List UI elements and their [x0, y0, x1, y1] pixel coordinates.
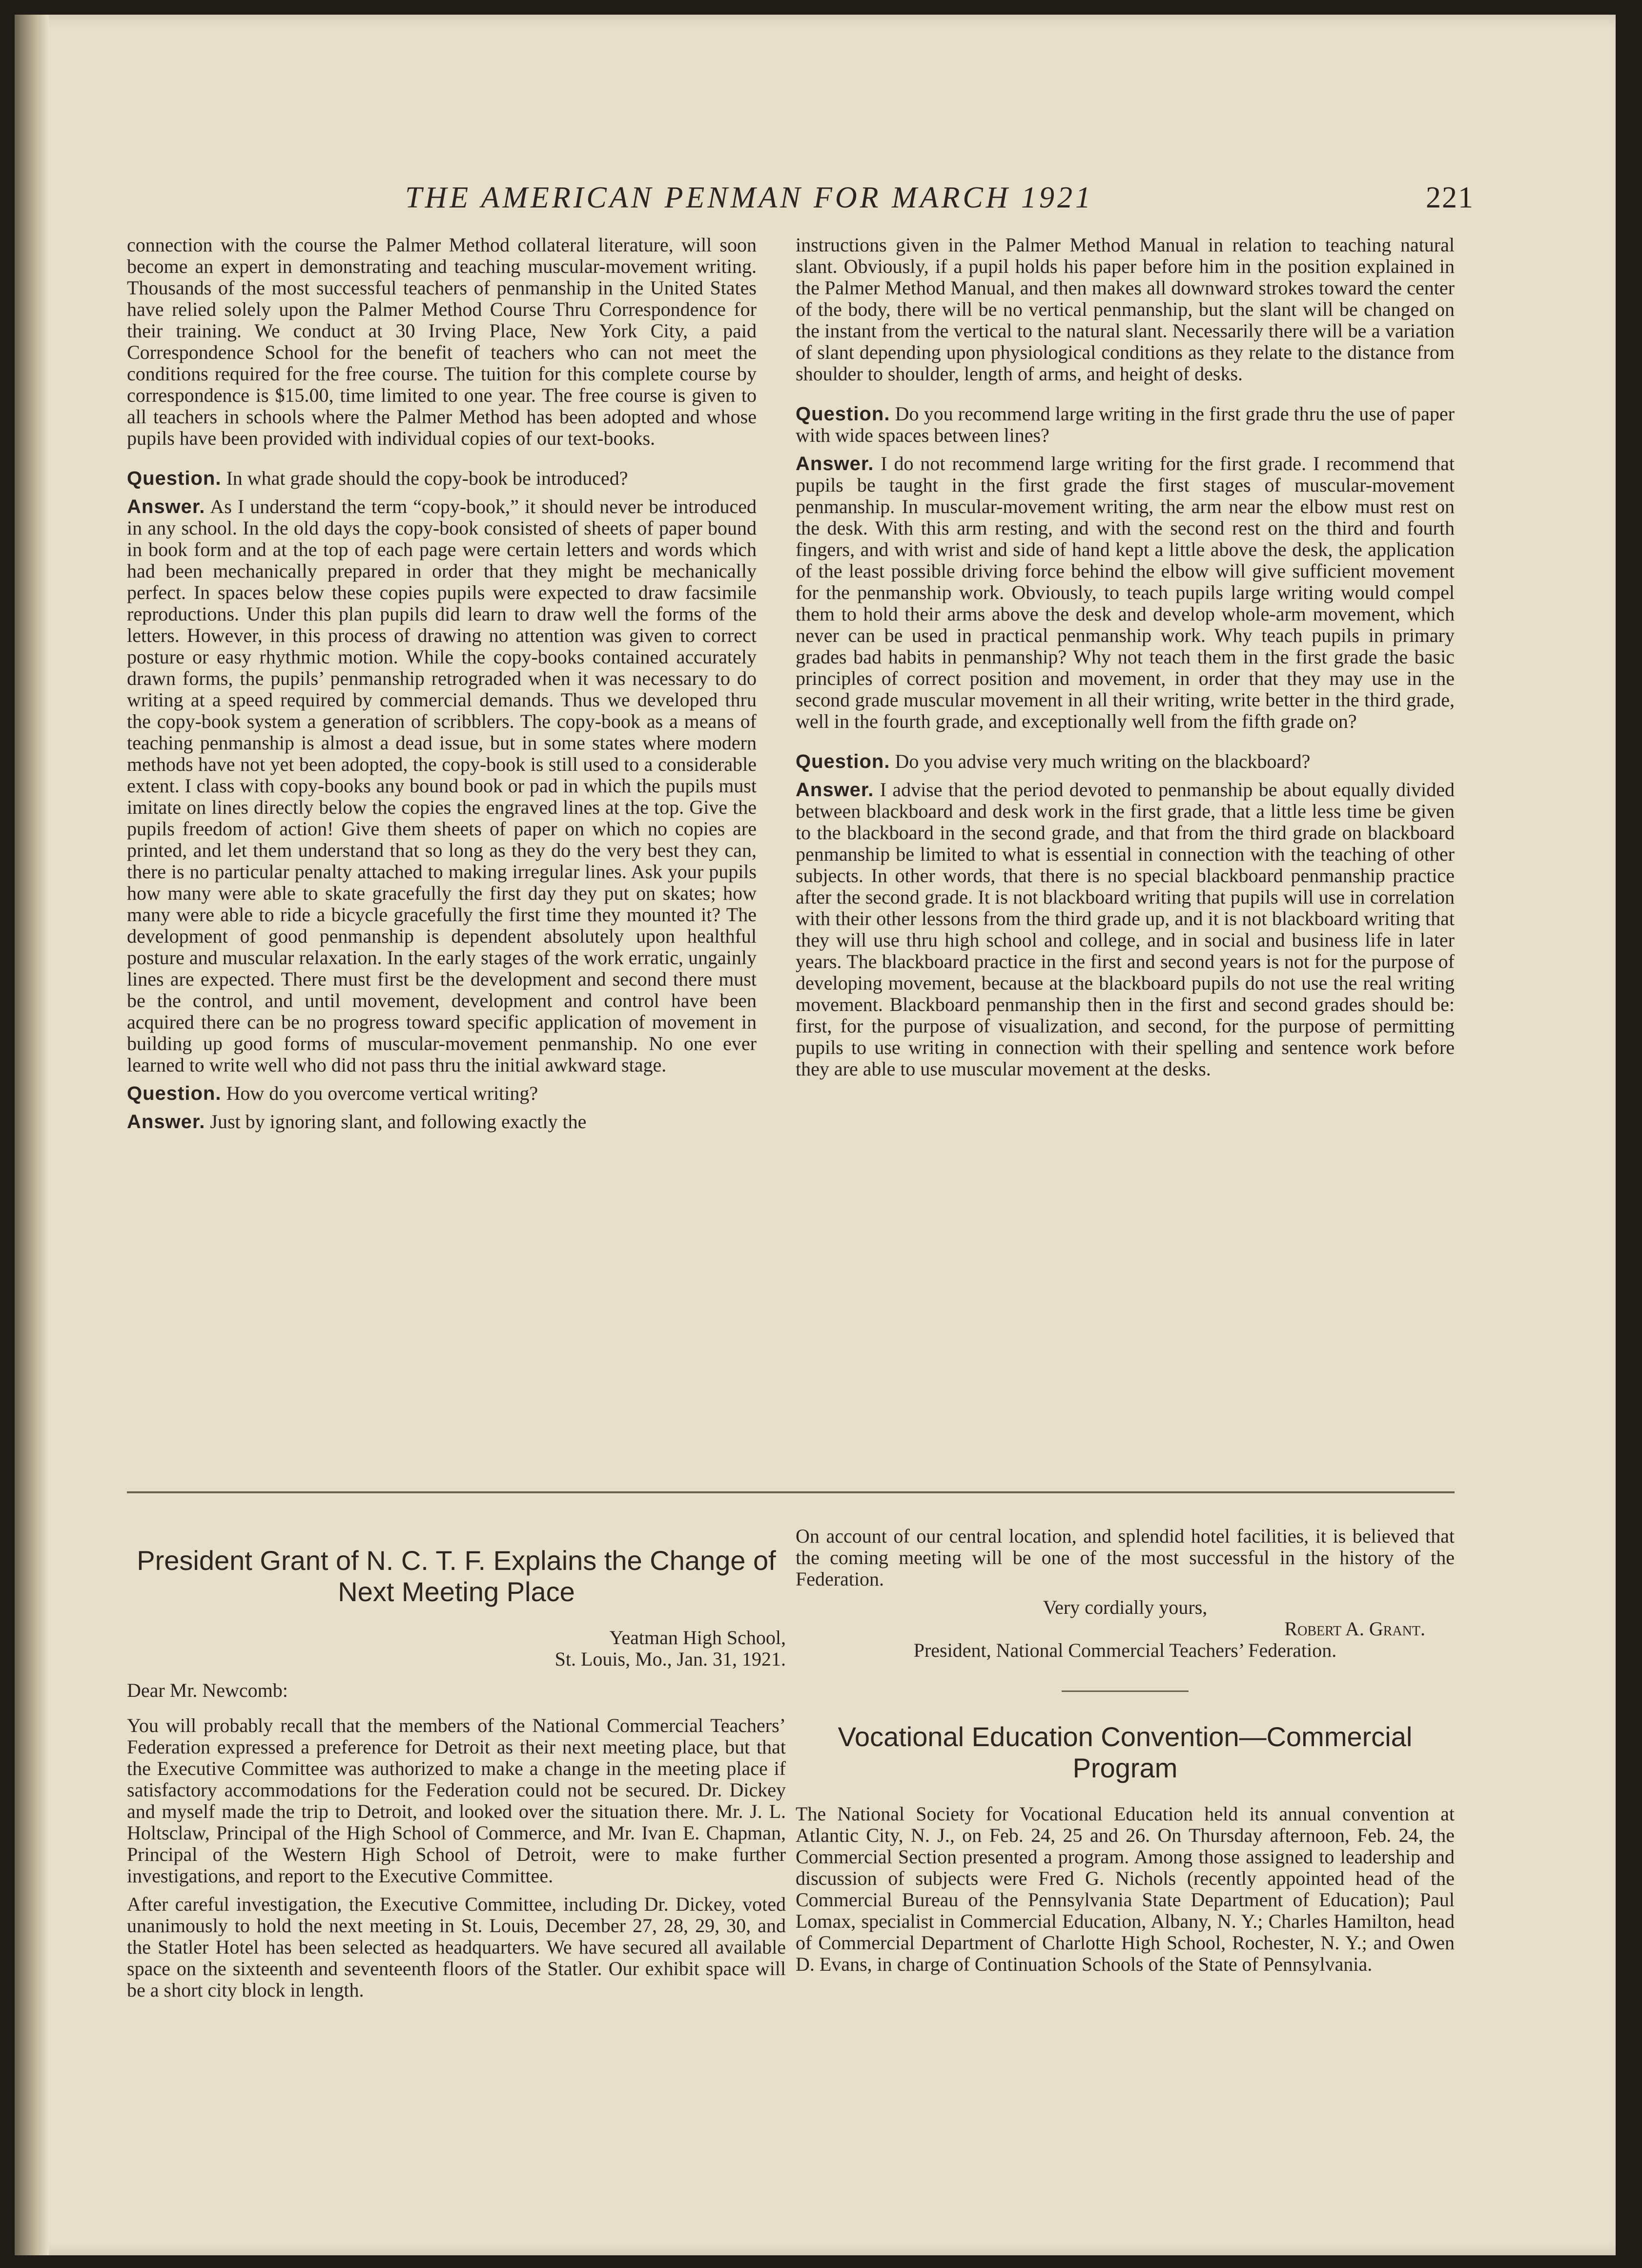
answer-text: As I understand the term “copy-book,” it should never be introduced in any school. In the old days the copy-book consisted of sheets of paper bound in book form and at the top of each page were certain letters and words which had been mechanically prepared in order that they might be mechanically perfect. In spaces below these copies pupils were expected to draw facsimile reproductions. Under this plan pupils did learn to draw well the forms of the letters. However, in this process of drawing no attention was given to correct posture or easy rhythmic motion. While the copy-books contained accurately drawn forms, the pupils’ penmanship retrograded when it was necessary to do writing at a speed required by commercial demands. Thus we developed thru the copy-book system a generation of scribblers. The copy-book as a means of teaching penmanship is almost a dead issue, but in some states where modern methods have not yet been adopted, the copy-book is still used to a considerable extent. I class with copy-books any bound book or pad in which the pupils must imitate on lines directly below the copies the engraved lines at the top. Give the pupils freedom of action! Give them sheets of paper on which no copies are printed, and let them understand that so long as they do the very best they can, there is no particular penalty attached to making irregular lines. Ask your pupils how many were able to skate gracefully the first day they put on skates; how many were able to ride a bicycle gracefully the first time they mounted it? The development of good penmanship is dependent absolutely upon healthful posture and muscular relaxation. In the early stages of the work erratic, ungainly lines are expected. There must first be the development and second there must be the control, and until movement, development and control have been acquired there can be no progress toward specific application of movement in building up good forms of muscular-movement penmanship. No one ever learned to write well who did not pass thru the initial awkward stage. — [127, 495, 757, 1076]
page — [15, 15, 1616, 2255]
question-text: In what grade should the copy-book be introduced? — [221, 467, 628, 489]
question — [796, 751, 1455, 772]
section-divider — [1062, 1691, 1189, 1692]
answer-label: Answer. — [127, 496, 205, 517]
answer-text: Just by ignoring slant, and following exactly the — [205, 1111, 587, 1133]
paragraph: On account of our central location, and splendid hotel facilities, it is believed that the coming meeting will be one of the most successful in the history of the Federation. — [796, 1525, 1455, 1590]
section-divider — [127, 1491, 1455, 1493]
question-text: How do you overcome vertical writing? — [221, 1082, 538, 1104]
column-right-bottom — [796, 1526, 1455, 1982]
answer-text: I advise that the period devoted to penmanship be about equally divided between blackboard and desk work in the first grade, that a little less time be given to the blackboard in the second grade, and that from the third grade on blackboard penmanship be limited to what is essential in connection with the teaching of other subjects. In other words, that there is no special blackboard penmanship practice after the second grade. It is not blackboard writing that pupils will use in correlation with their other lessons from the third grade up, and it is not blackboard writing that they will use thru high school and college, and in social and business life in later years. The blackboard practice in the first and second years is not for the purpose of developing movement, because at the blackboard pupils do not use the real writing movement. Blackboard penmanship then in the first and second grades should be: first, for the purpose of visualization, and second, for the purpose of permitting pupils to use writing in connection with their spelling and sentence work before they are able to use muscular movement at the desks. — [796, 779, 1455, 1080]
letter-closing: Very cordially yours, — [1043, 1596, 1208, 1618]
article-headline: President Grant of N. C. T. F. Explains the Change of Next Meeting Place — [137, 1545, 776, 1607]
page-number: 221 — [1426, 181, 1474, 214]
answer-text: I do not recommend large writing for the first grade. I recommend that pupils be taught in the first grade the first stages of muscular-movement penmanship. In muscular-movement writing, the arm near the elbow must rest on the desk. With this arm resting, and with the second rest on the third and fourth fingers, and with wrist and side of hand kept a little above the desk, the application of the least possible driving force behind the elbow will give sufficient movement for the penmanship work. Obviously, to teach pupils large writing would compel them to hold their arms above the desk and develop whole-arm movement, which never can be used in practical penmanship work. Why teach pupils in primary grades bad habits in penmanship? Why not teach them in the first grade the basic principles of correct position and movement, in order that they may use in the second grade muscular movement in all their writing, write better in the third grade, well in the fourth grade, and exceptionally well from the fifth grade on? — [796, 453, 1455, 732]
answer-label: Answer. — [796, 453, 874, 474]
question-label: Question. — [127, 1083, 222, 1104]
paragraph: connection with the course the Palmer Method collateral literature, will soon become an expert in demonstrating and teaching muscular-movement writing. Thousands of the most successful teachers of penmanship in the United States have relied solely upon the Palmer Method Course Thru Correspondence for their training. We conduct at 30 Irving Place, New York City, a paid Correspondence School for the benefit of teachers who can not meet the conditions required for the free course. The tuition for this complete course by correspondence is $15.00, time limited to one year. The free course is given to all teachers in schools where the Palmer Method has been adopted and whose pupils have been provided with individual copies of our text-books. — [127, 234, 757, 449]
question-label: Question. — [796, 751, 890, 772]
article-headline: Vocational Education Convention—Commercial Program — [838, 1721, 1413, 1783]
column-left-top — [127, 234, 757, 1139]
answer — [796, 453, 1455, 732]
letter-address: Yeatman High School, — [609, 1627, 786, 1649]
signature-title: President, National Commercial Teachers’ Federation. — [913, 1639, 1337, 1661]
letter-signature: Robert A. Grant. — [1284, 1618, 1425, 1640]
column-left-bottom — [127, 1526, 786, 2008]
question — [127, 1083, 757, 1104]
paragraph: instructions given in the Palmer Method Manual in relation to teaching natural slant. Obviously, if a pupil holds his paper before him in the position explained in the Palmer Method Manual, and then makes all downward strokes toward the center of the body, there will be no vertical penmanship, but the slant will be changed on the instant from the vertical to the natural slant. Necessarily there will be a variation of slant depending upon physiological conditions as they relate to the distance from shoulder to shoulder, length of arms, and height of desks. — [796, 234, 1455, 385]
column-right-top — [796, 234, 1455, 1087]
question — [127, 468, 757, 489]
question-text: Do you recommend large writing in the first grade thru the use of paper with wide spaces between lines? — [796, 403, 1455, 446]
answer-label: Answer. — [127, 1111, 205, 1133]
answer — [796, 779, 1455, 1080]
letter-salutation: Dear Mr. Newcomb: — [127, 1679, 288, 1701]
question — [796, 403, 1455, 446]
question-label: Question. — [796, 403, 890, 425]
running-title: THE AMERICAN PENMAN FOR MARCH 1921 — [405, 181, 1094, 214]
question-text: Do you advise very much writing on the blackboard? — [890, 750, 1311, 772]
question-label: Question. — [127, 468, 222, 489]
running-head — [405, 181, 1474, 220]
paragraph: After careful investigation, the Executive Committee, including Dr. Dickey, voted unanimously to hold the next meeting in St. Louis, December 27, 28, 29, 30, and the Statler Hotel has been selected as headquarters. We have secured all available space on the sixteenth and seventeenth floors of the Statler. Our exhibit space will be a short city block in length. — [127, 1893, 786, 2001]
paragraph: The National Society for Vocational Education held its annual convention at Atlantic City, N. J., on Feb. 24, 25 and 26. On Thursday afternoon, Feb. 24, the Commercial Section presented a program. Among those assigned to leadership and discussion of subjects were Fred G. Nichols (recently appointed head of the Commercial Bureau of the Pennsylvania State Department of Education); Paul Lomax, specialist in Commercial Education, Albany, N. Y.; Charles Hamilton, head of Commercial Department of Charlotte High School, Rochester, N. Y.; and Owen D. Evans, in charge of Continuation Schools of the State of Pennsylvania. — [796, 1803, 1455, 1975]
letter-date: St. Louis, Mo., Jan. 31, 1921. — [554, 1648, 786, 1670]
answer-label: Answer. — [796, 779, 874, 801]
binding-shadow — [15, 15, 49, 2255]
paragraph: You will probably recall that the members of the National Commercial Teachers’ Federation expressed a preference for Detroit as their next meeting place, but that the Executive Committee was authorized to make a change in the meeting place if satisfactory accommodations for the Federation could not be secured. Dr. Dickey and myself made the trip to Detroit, and looked over the situation there. Mr. J. L. Holtsclaw, Principal of the High School of Commerce, and Mr. Ivan E. Chapman, Principal of the Western High School of Detroit, were to make further investigations, and report to the Executive Committee. — [127, 1714, 786, 1887]
answer — [127, 1111, 757, 1133]
answer — [127, 496, 757, 1076]
